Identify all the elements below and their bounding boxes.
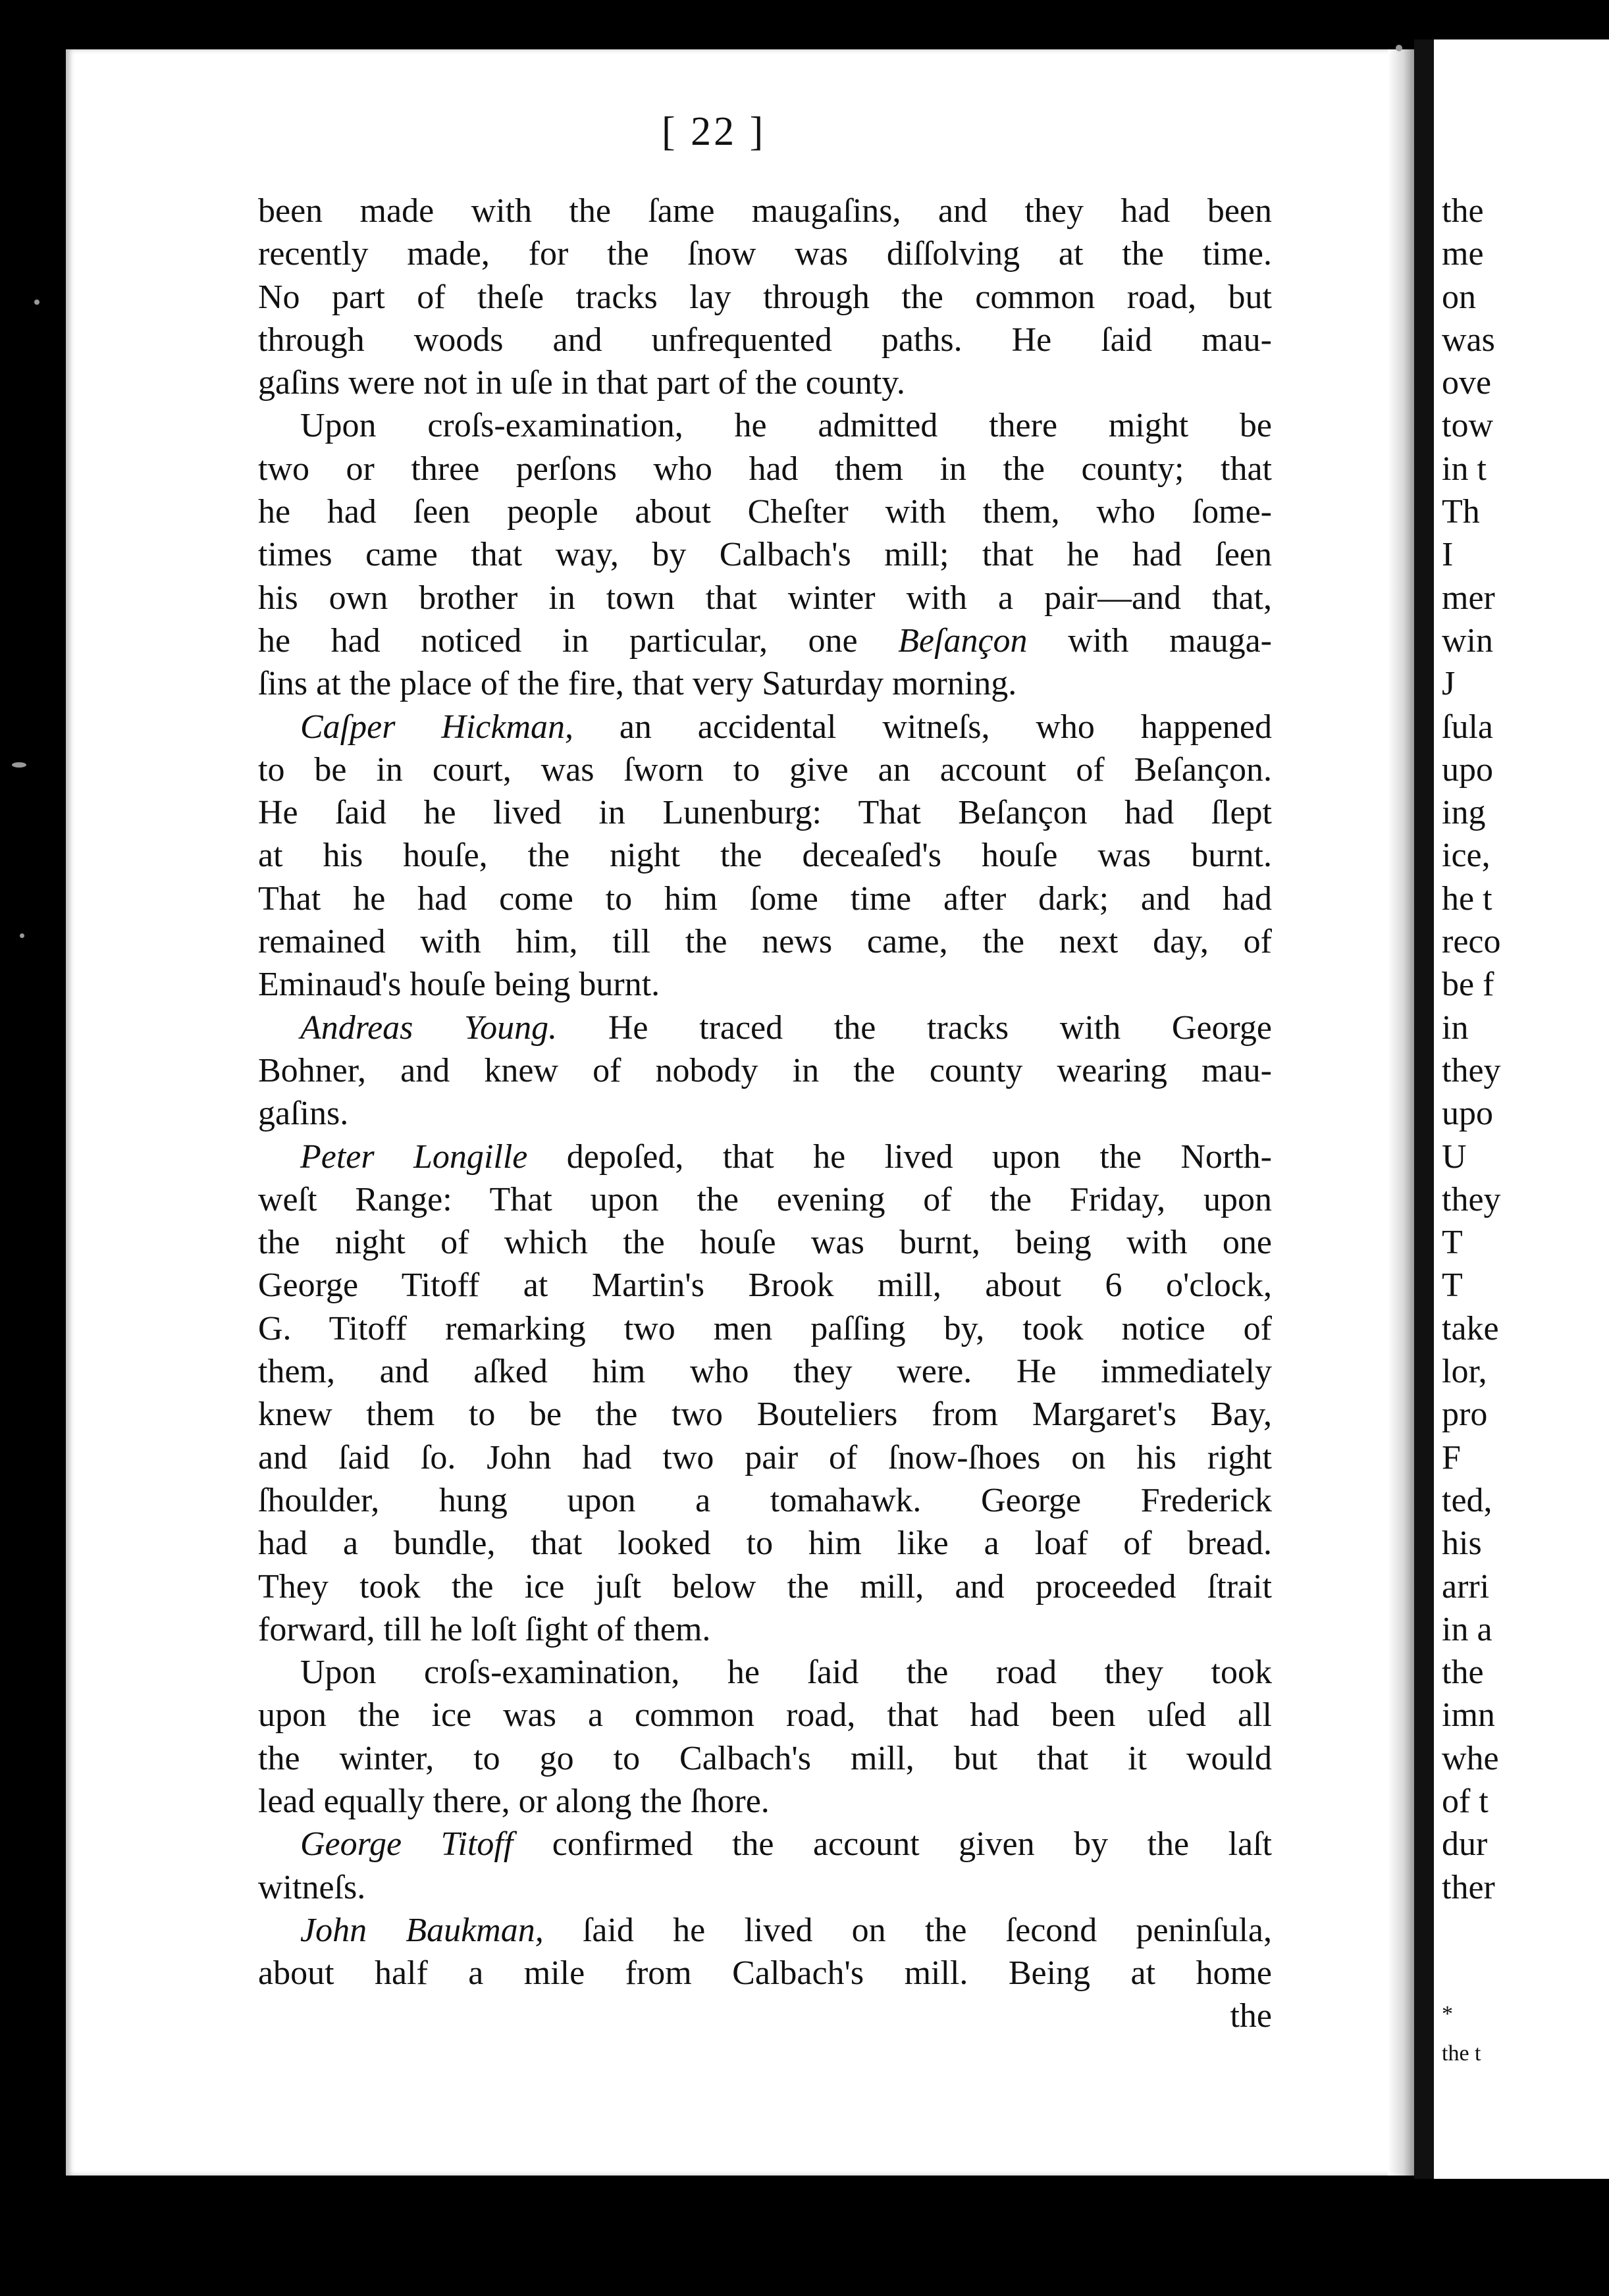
text-line: weſt Range: That upon the evening of the Friday, upon xyxy=(258,1180,1272,1218)
text-line: and ſaid ſo. John had two pair of ſnow-ſhoes on his right xyxy=(258,1438,1272,1476)
text-segment: confirmed the account given by the laſt xyxy=(552,1825,1272,1864)
text-line: on xyxy=(1442,278,1476,316)
text-line: of t xyxy=(1442,1782,1489,1820)
text-line: he t xyxy=(1442,879,1492,918)
text-line: Upon croſs-examination, he ſaid the road they took xyxy=(300,1654,1272,1692)
text-line: at his houſe, the night the deceaſed's houſe was burnt. xyxy=(258,837,1272,875)
footnote-line: * xyxy=(1442,2002,1453,2026)
witness-name: Peter Longille xyxy=(300,1137,528,1176)
text-line: ſula xyxy=(1442,708,1493,746)
text-segment: an accidental witneſs, who happened xyxy=(619,708,1273,746)
text-line: the winter, to go to Calbach's mill, but that it would xyxy=(258,1739,1272,1777)
catchword: the xyxy=(1230,1997,1272,2035)
footnote-line: the t xyxy=(1442,2041,1481,2066)
text-line: U xyxy=(1442,1137,1467,1176)
text-line: his own brother in town that winter with a pair—and that, xyxy=(258,579,1272,617)
text-line: T xyxy=(1442,1266,1463,1305)
text-line: ice, xyxy=(1442,837,1490,875)
scan-speck xyxy=(34,300,40,305)
book-gutter xyxy=(1414,39,1434,2179)
scan-speck xyxy=(12,762,26,768)
text-line xyxy=(258,706,1272,748)
text-line xyxy=(258,1135,1272,1178)
scan-speck xyxy=(20,933,24,938)
text-line: T xyxy=(1442,1224,1463,1262)
text-line: That he had come to him ſome time after dark; and had xyxy=(258,879,1272,918)
text-line: them, and aſked him who they were. He immediately xyxy=(258,1353,1272,1391)
text-line: gaſins were not in uſe in that part of the county. xyxy=(258,364,905,402)
text-line: ove xyxy=(1442,364,1492,402)
text-line: J xyxy=(1442,665,1456,703)
text-line: ſins at the place of the fire, that very Saturday morning. xyxy=(258,665,1017,703)
text-segment: depoſed, that he lived upon the North- xyxy=(566,1137,1272,1176)
text-line xyxy=(258,1909,1272,1952)
text-line: George Titoff at Martin's Brook mill, about 6 o'clock, xyxy=(258,1266,1272,1305)
text-line: forward, till he loſt ſight of them. xyxy=(258,1610,711,1648)
text-line: in a xyxy=(1442,1610,1492,1648)
text-line: they xyxy=(1442,1180,1501,1218)
text-line: ted, xyxy=(1442,1481,1492,1519)
text-line: G. Titoff remarking two men paſſing by, took notice of xyxy=(258,1309,1272,1347)
text-line: had a bundle, that looked to him like a loaf of bread. xyxy=(258,1525,1272,1563)
text-line: Th xyxy=(1442,493,1480,531)
page-number: [ 22 ] xyxy=(662,109,766,154)
text-line: Eminaud's houſe being burnt. xyxy=(258,966,660,1004)
right-page-footnote-cropped xyxy=(1442,1995,1609,2074)
text-line: through woods and unfrequented paths. He ſaid mau- xyxy=(258,321,1272,359)
text-line: witneſs. xyxy=(258,1868,366,1906)
text-segment: ſaid he lived on the ſecond peninſula, xyxy=(582,1911,1273,1949)
text-line: recently made, for the ſnow was diſſolving at the time. xyxy=(258,235,1272,273)
right-page-body-cropped xyxy=(1434,190,1609,1909)
scan-speck xyxy=(1396,45,1402,51)
text-line: upo xyxy=(1442,750,1493,789)
witness-name: John Baukman, xyxy=(300,1911,544,1949)
text-line xyxy=(258,1823,1272,1866)
text-line: me xyxy=(1442,235,1484,273)
text-line: ing xyxy=(1442,794,1486,832)
text-line: whe xyxy=(1442,1739,1499,1777)
witness-name: George Titoff xyxy=(300,1825,514,1864)
text-line: the xyxy=(1442,192,1484,230)
text-line: No part of theſe tracks lay through the common road, but xyxy=(258,278,1272,316)
left-page-body xyxy=(258,190,1272,2038)
text-line: knew them to be the two Bouteliers from Margaret's Bay, xyxy=(258,1396,1272,1434)
text-line: mer xyxy=(1442,579,1495,617)
text-line: been made with the ſame maugaſins, and they had been xyxy=(258,192,1272,230)
text-line: lor, xyxy=(1442,1353,1487,1391)
text-line: be f xyxy=(1442,966,1494,1004)
text-line xyxy=(258,1006,1272,1049)
text-line: ther xyxy=(1442,1868,1495,1906)
text-line: upo xyxy=(1442,1095,1493,1133)
text-line: was xyxy=(1442,321,1495,359)
text-line: reco xyxy=(1442,923,1501,961)
text-line: gaſins. xyxy=(258,1095,349,1133)
text-line: tow xyxy=(1442,407,1493,445)
text-line: pro xyxy=(1442,1396,1488,1434)
text-line: in xyxy=(1442,1008,1469,1047)
witness-name: Beſançon xyxy=(898,621,1028,660)
text-line: ſhoulder, hung upon a tomahawk. George Frederick xyxy=(258,1481,1272,1519)
text-line: two or three perſons who had them in the county; that xyxy=(258,450,1272,488)
text-segment: He traced the tracks with George xyxy=(608,1008,1272,1047)
text-line: They took the ice juſt below the mill, and proceeded ſtrait xyxy=(258,1567,1272,1605)
text-line: Bohner, and knew of nobody in the county wearing mau- xyxy=(258,1051,1272,1089)
text-line: lead equally there, or along the ſhore. xyxy=(258,1782,770,1820)
text-line: times came that way, by Calbach's mill; that he had ſeen xyxy=(258,536,1272,574)
text-line: arri xyxy=(1442,1567,1490,1605)
text-line: Upon croſs-examination, he admitted there might be xyxy=(300,407,1272,445)
text-line: the night of which the houſe was burnt, being with one xyxy=(258,1224,1272,1262)
text-line: I xyxy=(1442,536,1454,574)
text-line xyxy=(258,619,1272,662)
left-page-edge-shadow xyxy=(1388,49,1414,2176)
text-line: they xyxy=(1442,1051,1501,1089)
text-line: He ſaid he lived in Lunenburg: That Beſançon had ſlept xyxy=(258,794,1272,832)
text-segment: he had noticed in particular, one xyxy=(258,621,858,660)
text-line: F xyxy=(1442,1438,1461,1476)
text-line: the xyxy=(1442,1654,1484,1692)
witness-name: Caſper Hickman, xyxy=(300,708,573,746)
text-line: win xyxy=(1442,621,1493,660)
text-line: remained with him, till the news came, the next day, of xyxy=(258,923,1272,961)
text-line: to be in court, was ſworn to give an account of Beſançon. xyxy=(258,750,1272,789)
text-line: upon the ice was a common road, that had been uſed all xyxy=(258,1696,1272,1735)
text-line: dur xyxy=(1442,1825,1488,1864)
text-line: about half a mile from Calbach's mill. Being at home xyxy=(258,1954,1272,1993)
text-line: in t xyxy=(1442,450,1487,488)
text-line: imn xyxy=(1442,1696,1495,1735)
text-segment: with mauga- xyxy=(1068,621,1272,660)
text-line: his xyxy=(1442,1525,1482,1563)
witness-name: Andreas Young. xyxy=(300,1008,558,1047)
text-line: he had ſeen people about Cheſter with them, who ſome- xyxy=(258,493,1272,531)
text-line: take xyxy=(1442,1309,1499,1347)
